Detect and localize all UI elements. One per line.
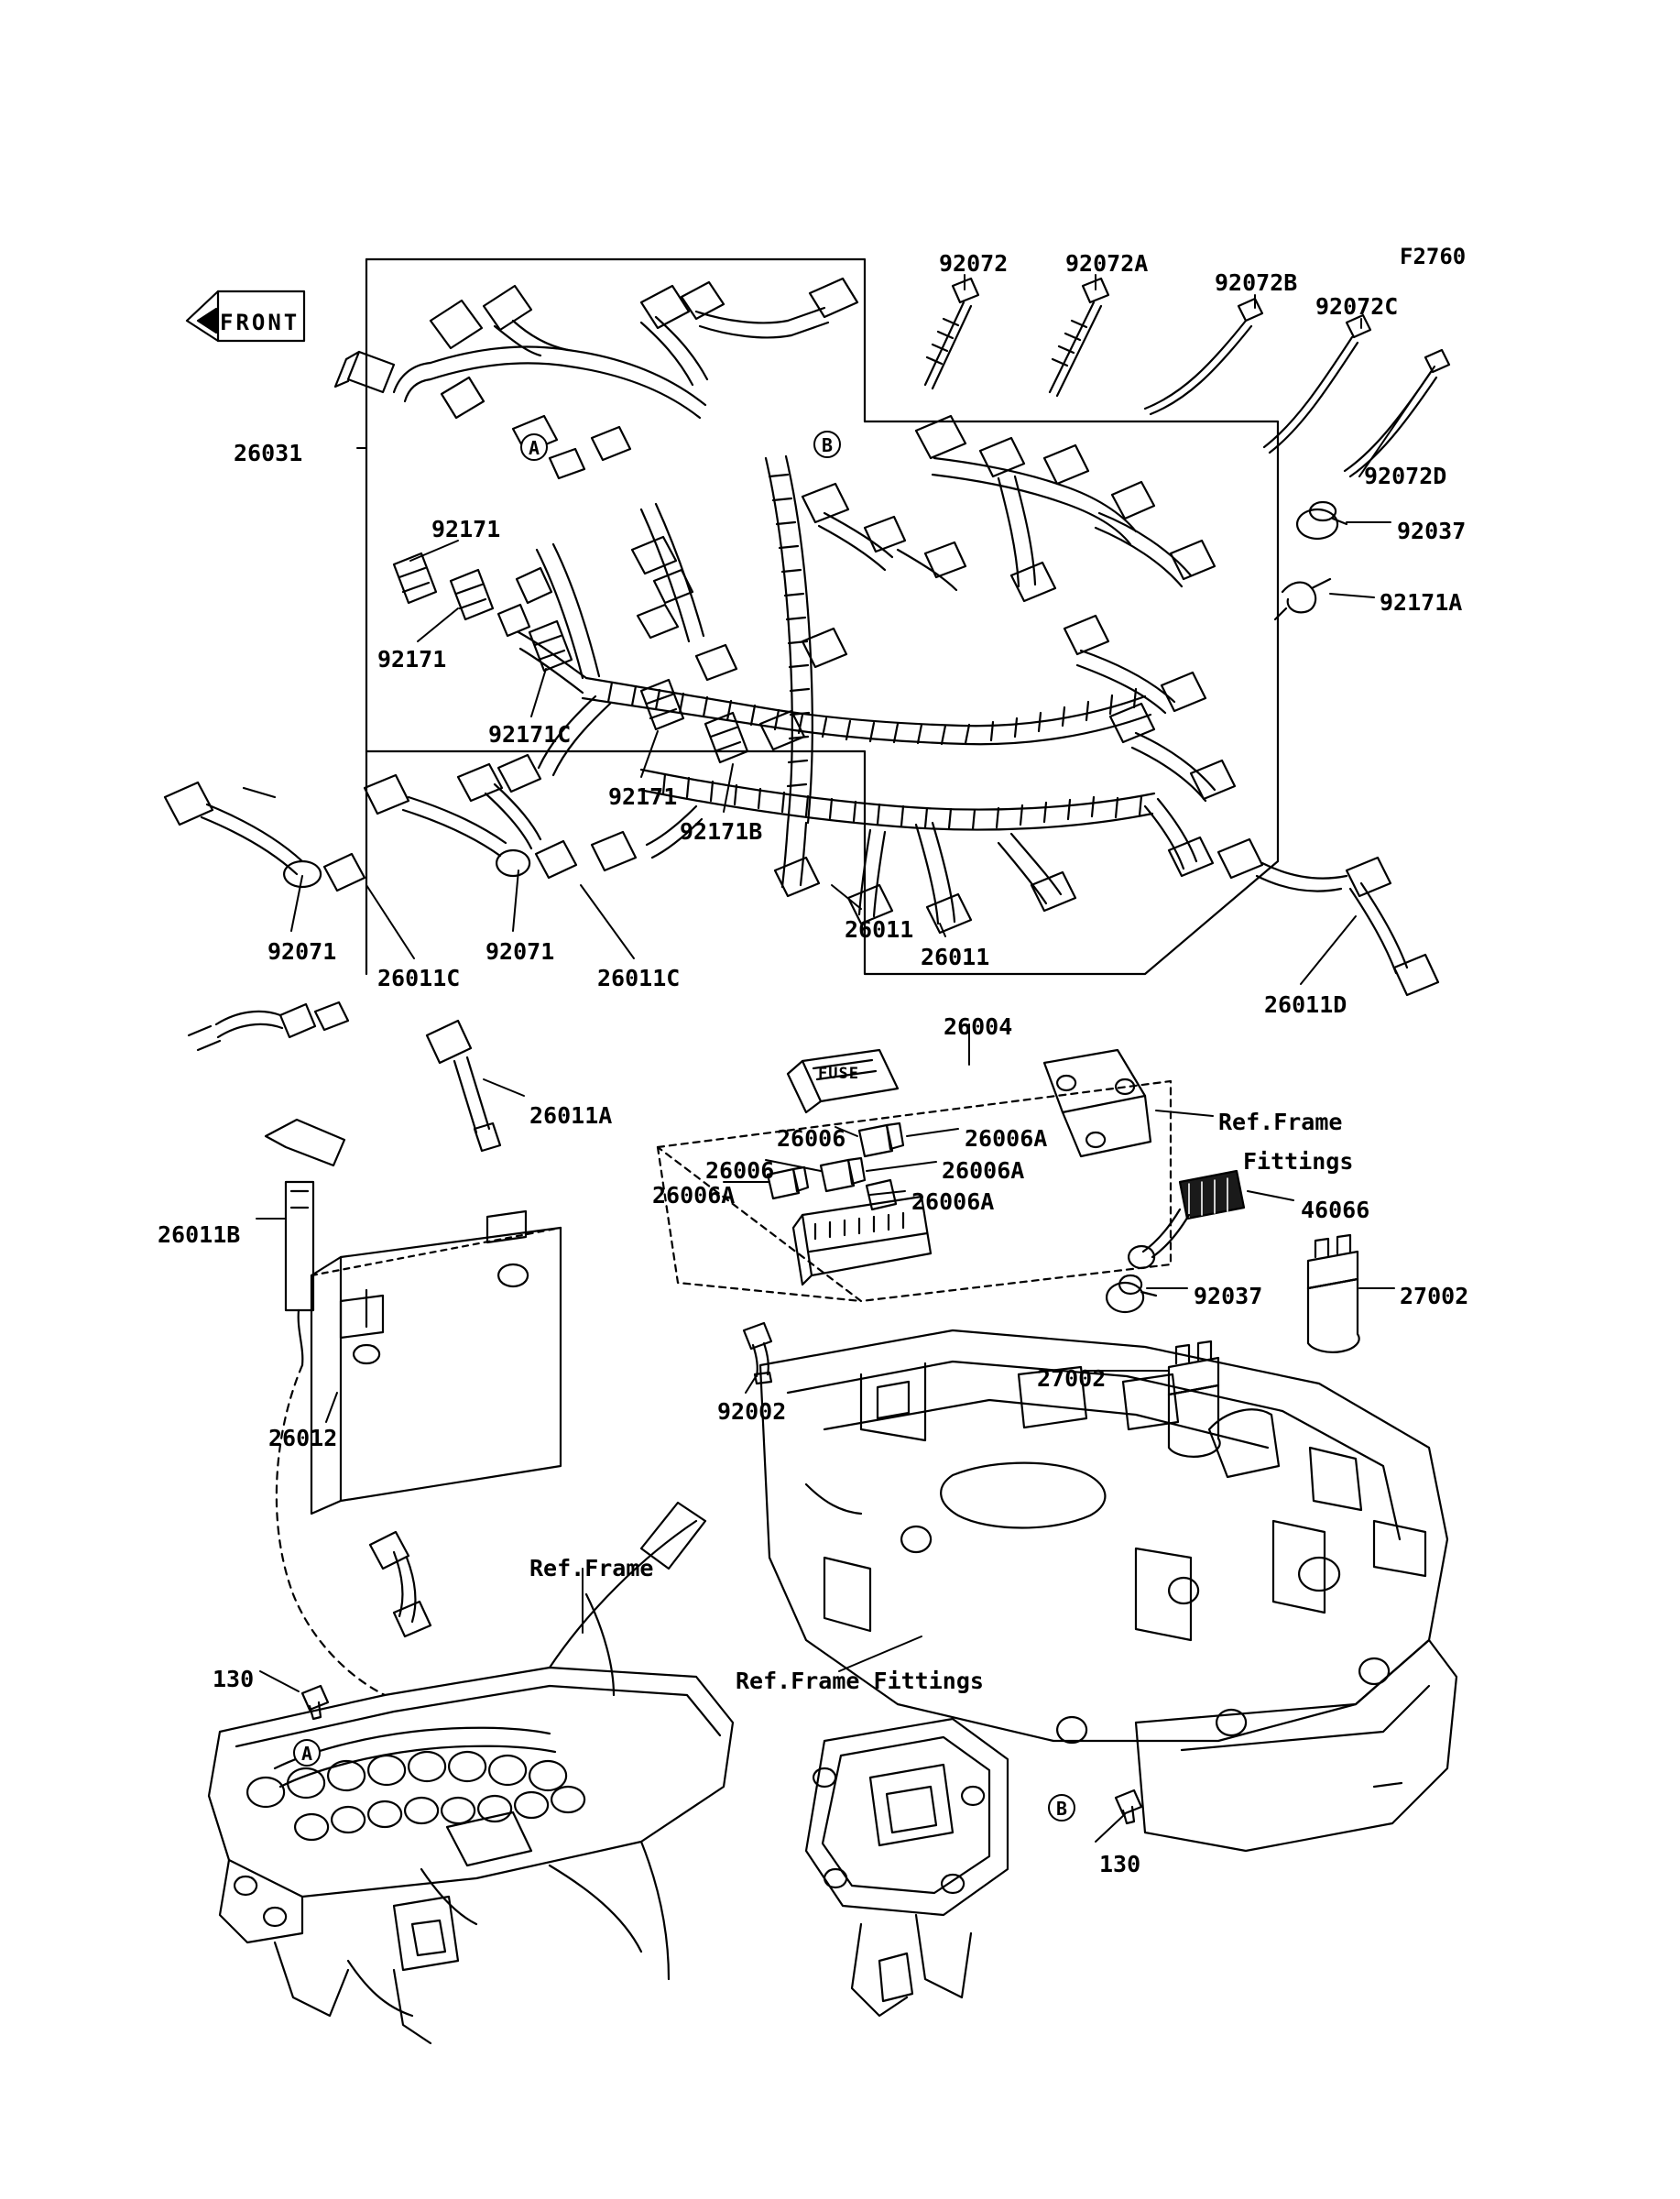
cable-tie-92072b xyxy=(1145,299,1262,414)
callout-130-left: 130 xyxy=(213,1666,255,1692)
callout-26006a-left: 26006A xyxy=(652,1182,736,1209)
callout-ref-frame-fittings-right: Ref.Frame xyxy=(1218,1109,1343,1135)
cable-tie-92072a xyxy=(1050,279,1108,396)
callout-27002-left: 27002 xyxy=(1037,1365,1107,1392)
callout-92072b: 92072B xyxy=(1215,269,1298,296)
lead-26011b xyxy=(189,1002,348,1365)
clip-92171a xyxy=(1275,579,1330,619)
callout-ref-frame: Ref.Frame xyxy=(529,1555,654,1581)
clamp-92171-c xyxy=(641,680,683,729)
battery-cable xyxy=(277,1365,431,1695)
callout-92171-mid: 92171 xyxy=(608,783,678,810)
clamp-92037-top xyxy=(1297,502,1347,539)
frame-fittings-assembly xyxy=(760,1330,1456,1851)
relay-27002-right xyxy=(1308,1235,1359,1352)
callout-92072d: 92072D xyxy=(1364,463,1447,489)
callout-26004: 26004 xyxy=(944,1013,1013,1040)
callout-46066: 46066 xyxy=(1301,1197,1370,1223)
callout-26011c-left: 26011C xyxy=(377,965,461,991)
clamp-92171-b xyxy=(451,570,493,619)
callout-27002-right: 27002 xyxy=(1400,1283,1469,1309)
callout-92072: 92072 xyxy=(939,250,1009,277)
clamp-92171c xyxy=(529,621,572,671)
lead-26011a xyxy=(427,1021,500,1151)
lead-26011c-left xyxy=(165,782,365,891)
callout-92171a-right: 92171A xyxy=(1380,589,1463,616)
callout-26031: 26031 xyxy=(234,440,303,466)
bolt-92002 xyxy=(744,1323,771,1384)
callout-26011d: 26011D xyxy=(1264,991,1347,1018)
callout-ref-frame-fittings-bottom: Ref.Frame Fittings xyxy=(736,1668,984,1694)
balloon-a-frame: A xyxy=(293,1739,321,1767)
clamp-92037-lower xyxy=(1107,1275,1156,1312)
callout-92171b: 92171B xyxy=(680,818,763,845)
part-46066 xyxy=(1129,1171,1244,1268)
frame-assembly xyxy=(209,1503,1008,2043)
callout-26011-left: 26011 xyxy=(845,916,914,943)
callout-92037b: 92037 xyxy=(1194,1283,1263,1309)
callout-92071-right: 92071 xyxy=(485,938,555,965)
callout-92037a: 92037 xyxy=(1397,518,1467,544)
callout-26006a-r1: 26006A xyxy=(965,1125,1048,1152)
cable-tie-92072c xyxy=(1264,315,1370,453)
battery-26012 xyxy=(311,1211,561,1514)
fuse-label: FUSE xyxy=(818,1065,859,1083)
callout-26011a: 26011A xyxy=(529,1102,613,1129)
callout-26012: 26012 xyxy=(268,1425,338,1451)
callout-26006a-r3: 26006A xyxy=(911,1188,995,1215)
callout-26011b: 26011B xyxy=(158,1221,241,1248)
balloon-b-harness: B xyxy=(813,431,841,458)
callout-26006a-r2: 26006A xyxy=(942,1157,1025,1184)
bracket-ref-frame-fittings xyxy=(1044,1050,1151,1156)
cable-tie-92072 xyxy=(925,279,978,388)
callout-92071-left: 92071 xyxy=(267,938,337,965)
callout-92072a: 92072A xyxy=(1065,250,1149,277)
balloon-a-harness: A xyxy=(520,433,548,461)
callout-26011c-right: 26011C xyxy=(597,965,681,991)
balloon-b-frame: B xyxy=(1048,1794,1075,1822)
callout-26006-1: 26006 xyxy=(777,1125,846,1152)
callout-92002: 92002 xyxy=(717,1398,787,1425)
callout-92171-left: 92171 xyxy=(377,646,447,673)
lead-26011c-right xyxy=(365,764,576,878)
callout-92072c: 92072C xyxy=(1315,293,1399,320)
sheet-id: F2760 xyxy=(1400,244,1467,269)
callout-130-right: 130 xyxy=(1099,1851,1141,1877)
bolt-130-left xyxy=(302,1686,328,1719)
callout-26006-2: 26006 xyxy=(705,1157,775,1184)
lead-26011d xyxy=(1218,839,1438,995)
callout-ref-frame-fittings-right-2: Fittings xyxy=(1243,1148,1354,1175)
callout-26011-right: 26011 xyxy=(921,944,990,970)
callout-92171c: 92171C xyxy=(488,721,572,748)
callout-92171-top: 92171 xyxy=(431,516,501,542)
clamp-92171-a xyxy=(394,553,436,603)
front-label: FRONT xyxy=(220,310,300,335)
